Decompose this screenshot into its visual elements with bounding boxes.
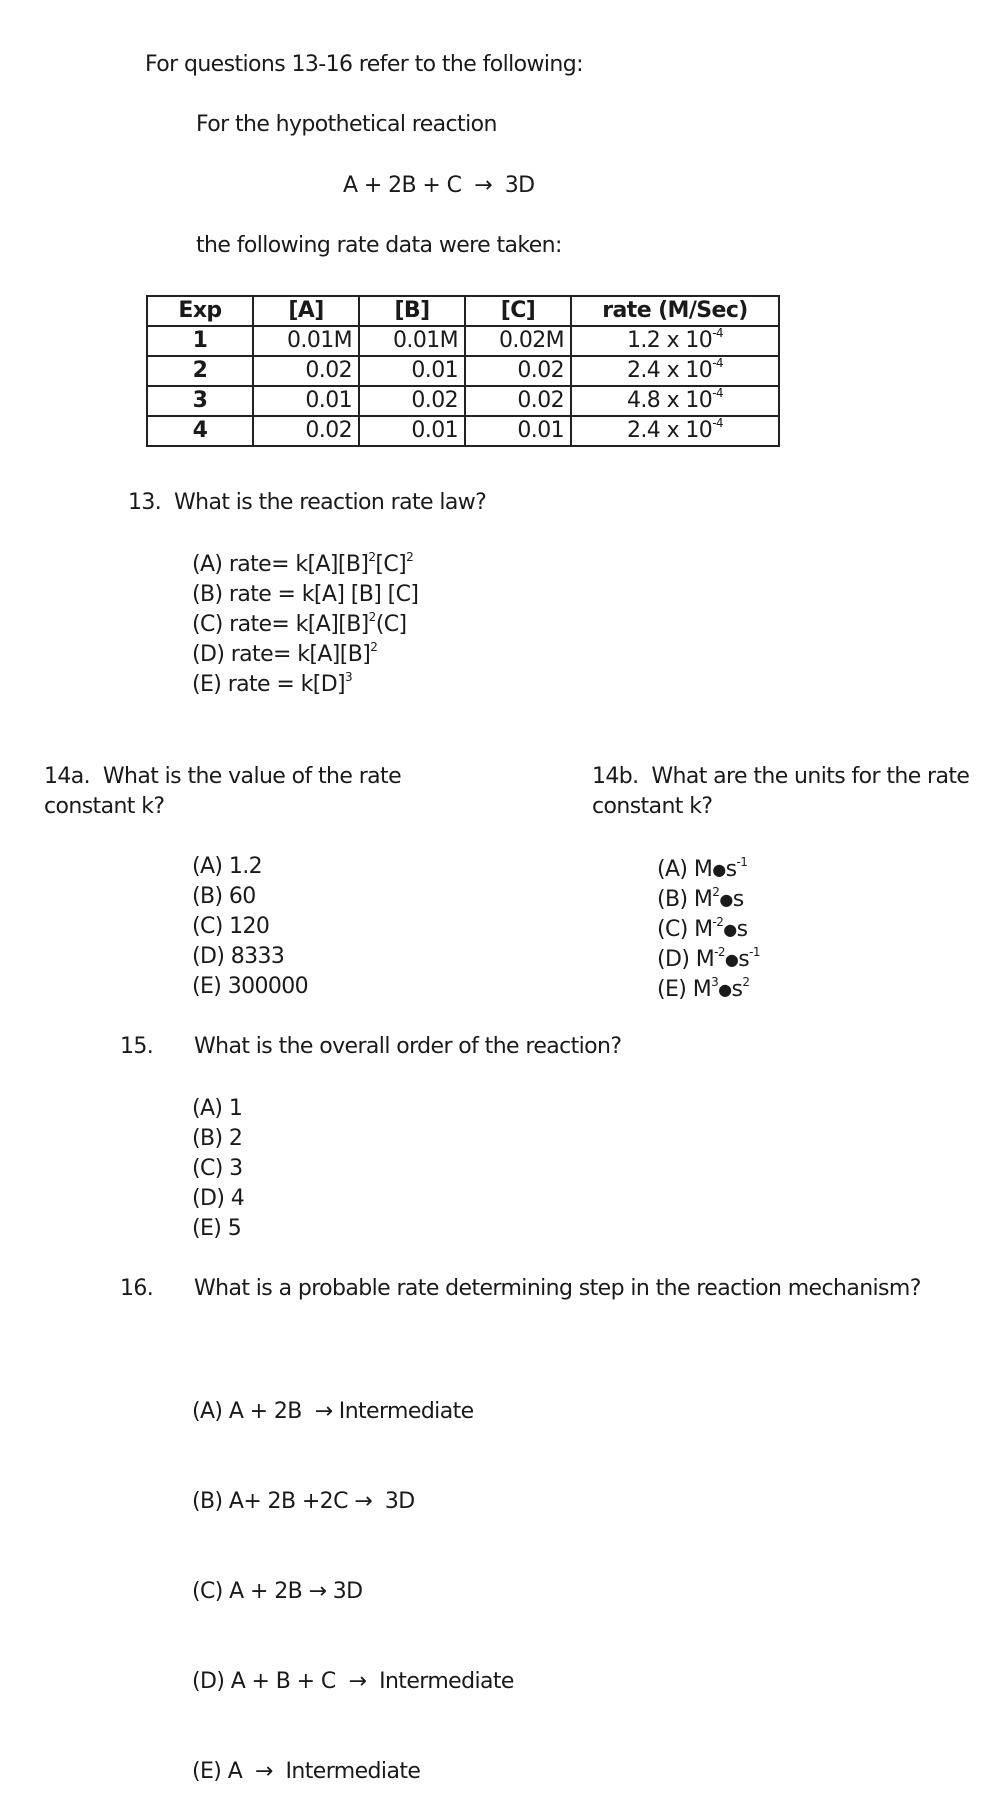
- cell-a: 0.02: [253, 416, 359, 446]
- choice-d[interactable]: [192, 942, 308, 972]
- unit-m: M: [695, 947, 715, 972]
- choice-text: 1: [228, 1096, 243, 1121]
- choice-label: (E): [192, 1759, 222, 1784]
- cell-b: 0.01: [359, 416, 465, 446]
- question-text: What are the units for the rate: [651, 764, 970, 789]
- question-14a: [44, 762, 401, 822]
- header-a: [A]: [253, 296, 359, 326]
- rate-data-table: [146, 295, 780, 447]
- rate-exponent: -4: [712, 416, 723, 430]
- choice-e[interactable]: [192, 670, 418, 700]
- superscript: 2: [368, 610, 376, 624]
- unit-s: s: [736, 917, 748, 942]
- choice-text: [C]: [375, 552, 407, 577]
- unit-s: s: [731, 977, 743, 1002]
- header-exp: Exp: [147, 296, 253, 326]
- table-row: [147, 386, 779, 416]
- choice-label: (B): [192, 1489, 223, 1514]
- question-number: 14a.: [44, 764, 91, 789]
- cell-b: 0.01M: [359, 326, 465, 356]
- rate-base: 1.2 x 10: [627, 328, 713, 353]
- intro-heading: For questions 13-16 refer to the following:: [145, 52, 583, 77]
- cell-c: 0.02M: [465, 326, 571, 356]
- choice-text: rate = k[A] [B] [C]: [228, 582, 419, 607]
- cell-exp: 4: [147, 416, 253, 446]
- question-15-number: 15.: [120, 1034, 154, 1059]
- choice-b[interactable]: [192, 1487, 514, 1517]
- cell-exp: 2: [147, 356, 253, 386]
- choice-c[interactable]: [192, 1577, 514, 1607]
- unit-m: M: [693, 857, 713, 882]
- choice-label: (C): [192, 1579, 223, 1604]
- superscript: 2: [370, 640, 378, 654]
- question-14b: [592, 762, 969, 822]
- question-16-number: 16.: [120, 1276, 154, 1301]
- choice-label: (C): [192, 612, 223, 637]
- question-15-text: What is the overall order of the reaction?: [194, 1034, 622, 1059]
- cell-b: 0.02: [359, 386, 465, 416]
- choice-text: 5: [227, 1216, 242, 1241]
- choice-text: 1.2: [228, 854, 263, 879]
- choice-b[interactable]: [657, 885, 760, 915]
- choice-label: (A): [192, 552, 223, 577]
- rate-exponent: -4: [712, 326, 723, 340]
- choice-label: (D): [192, 944, 225, 969]
- choice-c[interactable]: [192, 610, 418, 640]
- choice-text: 2: [228, 1126, 243, 1151]
- table-header-row: [147, 296, 779, 326]
- choice-e[interactable]: [657, 975, 760, 1005]
- cell-exp: 1: [147, 326, 253, 356]
- header-c: [C]: [465, 296, 571, 326]
- rate-base: 2.4 x 10: [627, 358, 713, 383]
- cell-b: 0.01: [359, 356, 465, 386]
- q14b-choices: [657, 855, 760, 1005]
- cell-c: 0.02: [465, 356, 571, 386]
- choice-label: (C): [657, 917, 688, 942]
- choice-label: (A): [657, 857, 688, 882]
- choice-text: 60: [228, 884, 256, 909]
- choice-text: 4: [230, 1186, 245, 1211]
- choice-a[interactable]: [192, 1397, 514, 1427]
- question-number: 13.: [128, 490, 162, 515]
- superscript: 3: [345, 670, 353, 684]
- choice-label: (E): [192, 974, 222, 999]
- choice-text: 300000: [227, 974, 309, 999]
- table-row: [147, 326, 779, 356]
- choice-label: (B): [192, 884, 223, 909]
- choice-label: (A): [192, 1399, 223, 1424]
- choice-c[interactable]: [192, 912, 308, 942]
- choice-text: A+ 2B +2C → 3D: [228, 1489, 415, 1514]
- bullet-dot-icon: ●: [712, 860, 726, 879]
- choice-d[interactable]: [192, 1667, 514, 1697]
- choice-d[interactable]: [192, 640, 418, 670]
- choice-d[interactable]: [192, 1184, 244, 1214]
- superscript: -1: [736, 855, 748, 869]
- superscript: 2: [406, 550, 414, 564]
- superscript: -1: [749, 945, 760, 959]
- choice-a[interactable]: [192, 1094, 244, 1124]
- choice-text: 120: [229, 914, 270, 939]
- cell-a: 0.01M: [253, 326, 359, 356]
- rate-exponent: -4: [712, 386, 723, 400]
- choice-text: rate= k[A][B]: [230, 642, 371, 667]
- cell-rate: [571, 326, 779, 356]
- reaction-equation: A + 2B + C → 3D: [343, 173, 535, 198]
- choice-text: rate= k[A][B]: [228, 552, 369, 577]
- bullet-dot-icon: ●: [723, 920, 737, 939]
- q14a-choices: [192, 852, 308, 1002]
- choice-label: (C): [192, 914, 223, 939]
- cell-rate: [571, 356, 779, 386]
- question-text-cont: constant k?: [592, 794, 713, 819]
- choice-b[interactable]: [192, 882, 308, 912]
- cell-rate: [571, 416, 779, 446]
- question-text: What is the reaction rate law?: [173, 490, 487, 515]
- question-13: [128, 490, 486, 515]
- cell-rate: [571, 386, 779, 416]
- choice-text: A → Intermediate: [227, 1759, 421, 1784]
- superscript: 3: [711, 975, 719, 989]
- choice-c[interactable]: [192, 1154, 244, 1184]
- header-rate: rate (M/Sec): [571, 296, 779, 326]
- choice-label: (E): [192, 672, 222, 697]
- choice-a[interactable]: [192, 852, 308, 882]
- choice-text: 3: [229, 1156, 243, 1181]
- choice-label: (B): [192, 582, 223, 607]
- cell-c: 0.02: [465, 386, 571, 416]
- choice-a[interactable]: [657, 855, 760, 885]
- unit-s: s: [732, 887, 744, 912]
- question-16-text: What is a probable rate determining step in the reaction mechanism?: [194, 1276, 921, 1301]
- superscript: 2: [742, 975, 750, 989]
- cell-exp: 3: [147, 386, 253, 416]
- cell-a: 0.01: [253, 386, 359, 416]
- choice-d[interactable]: [657, 945, 760, 975]
- choice-b[interactable]: [192, 1124, 244, 1154]
- q15-choices: [192, 1094, 244, 1244]
- choice-label: (D): [192, 1186, 225, 1211]
- bullet-dot-icon: ●: [719, 890, 733, 909]
- choice-a[interactable]: [192, 550, 418, 580]
- cell-a: 0.02: [253, 356, 359, 386]
- unit-m: M: [693, 887, 713, 912]
- table-row: [147, 416, 779, 446]
- choice-text: A + B + C → Intermediate: [230, 1669, 514, 1694]
- rate-base: 4.8 x 10: [627, 388, 713, 413]
- choice-label: (D): [192, 1669, 225, 1694]
- choice-text: 8333: [230, 944, 285, 969]
- choice-label: (A): [192, 1096, 223, 1121]
- unit-s: s: [738, 947, 750, 972]
- choice-e[interactable]: [192, 972, 308, 1002]
- choice-text: rate = k[D]: [227, 672, 346, 697]
- choice-label: (D): [657, 947, 690, 972]
- unit-s: s: [725, 857, 737, 882]
- choice-label: (C): [192, 1156, 223, 1181]
- question-text: What is the value of the rate: [102, 764, 402, 789]
- q13-choices: [192, 550, 418, 700]
- choice-label: (E): [657, 977, 687, 1002]
- choice-label: (A): [192, 854, 223, 879]
- superscript: -2: [714, 945, 725, 959]
- choice-label: (E): [192, 1216, 222, 1241]
- choice-label: (B): [192, 1126, 223, 1151]
- choice-text: rate= k[A][B]: [229, 612, 369, 637]
- q16-choices: [192, 1337, 514, 1817]
- superscript: -2: [712, 915, 724, 929]
- choice-e[interactable]: [192, 1214, 244, 1244]
- unit-m: M: [692, 977, 712, 1002]
- superscript: 2: [712, 885, 720, 899]
- choice-text: (C]: [375, 612, 407, 637]
- question-number: 14b.: [592, 764, 639, 789]
- choice-text: A + 2B → 3D: [229, 1579, 363, 1604]
- data-lead: the following rate data were taken:: [196, 233, 562, 258]
- question-text-cont: constant k?: [44, 794, 165, 819]
- superscript: 2: [368, 550, 376, 564]
- choice-b[interactable]: [192, 580, 418, 610]
- cell-c: 0.01: [465, 416, 571, 446]
- header-b: [B]: [359, 296, 465, 326]
- choice-label: (D): [192, 642, 225, 667]
- choice-c[interactable]: [657, 915, 760, 945]
- bullet-dot-icon: ●: [724, 950, 739, 969]
- rate-exponent: -4: [712, 356, 723, 370]
- unit-m: M: [694, 917, 713, 942]
- table-row: [147, 356, 779, 386]
- reaction-lead: For the hypothetical reaction: [196, 112, 497, 137]
- bullet-dot-icon: ●: [718, 980, 732, 999]
- choice-label: (B): [657, 887, 688, 912]
- rate-base: 2.4 x 10: [627, 418, 713, 443]
- choice-e[interactable]: [192, 1757, 514, 1787]
- choice-text: A + 2B → Intermediate: [228, 1399, 474, 1424]
